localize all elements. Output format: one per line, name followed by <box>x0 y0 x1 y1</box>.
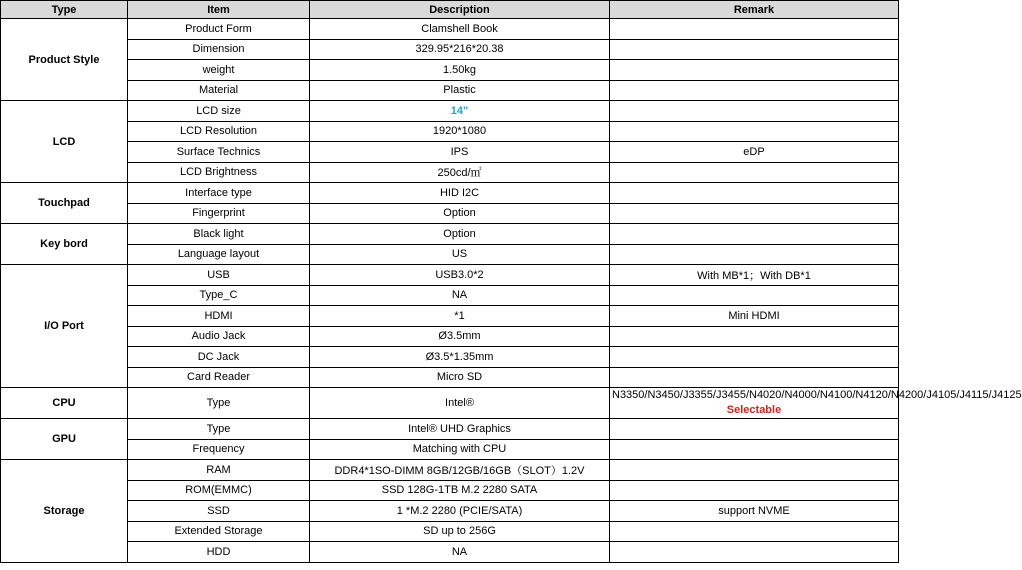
remark-cell: Mini HDMI <box>610 306 899 327</box>
description-cell: Plastic <box>310 80 610 101</box>
category-cell: LCD <box>1 101 128 183</box>
table-row <box>1 460 899 481</box>
item-cell: Type <box>128 388 310 419</box>
table-row <box>1 244 899 265</box>
remark-cell <box>610 367 899 388</box>
table-row <box>1 121 899 142</box>
remark-cell <box>610 521 899 542</box>
remark-cell <box>610 224 899 245</box>
description-cell: IPS <box>310 142 610 163</box>
remark-cell <box>610 285 899 306</box>
table-row <box>1 521 899 542</box>
remark-cell <box>610 39 899 60</box>
table-row <box>1 439 899 460</box>
remark-cell <box>610 347 899 368</box>
remark-cell <box>610 419 899 440</box>
description-cell: Ø3.5*1.35mm <box>310 347 610 368</box>
description-cell: Micro SD <box>310 367 610 388</box>
item-cell: Black light <box>128 224 310 245</box>
item-cell: DC Jack <box>128 347 310 368</box>
remark-cell <box>610 439 899 460</box>
item-cell: HDMI <box>128 306 310 327</box>
description-cell: 1.50kg <box>310 60 610 81</box>
table-row <box>1 224 899 245</box>
remark-cell <box>610 480 899 501</box>
item-cell: Extended Storage <box>128 521 310 542</box>
description-cell: SSD 128G-1TB M.2 2280 SATA <box>310 480 610 501</box>
remark-cell <box>610 203 899 224</box>
table-row <box>1 183 899 204</box>
table-row <box>1 80 899 101</box>
description-cell: *1 <box>310 306 610 327</box>
table-row <box>1 265 899 286</box>
description-cell: Clamshell Book <box>310 19 610 40</box>
remark-cell <box>610 542 899 563</box>
description-cell: 250cd/㎡ <box>310 162 610 183</box>
table-row <box>1 542 899 563</box>
remark-cell <box>610 162 899 183</box>
category-cell: Touchpad <box>1 183 128 224</box>
description-cell: HID I2C <box>310 183 610 204</box>
header-remark: Remark <box>610 1 899 19</box>
item-cell: Type <box>128 419 310 440</box>
item-cell: ROM(EMMC) <box>128 480 310 501</box>
remark-cell <box>610 19 899 40</box>
category-cell: I/O Port <box>1 265 128 388</box>
description-cell: Ø3.5mm <box>310 326 610 347</box>
spec-table-header <box>1 1 899 19</box>
remark-cell <box>610 244 899 265</box>
table-row <box>1 367 899 388</box>
table-row <box>1 419 899 440</box>
description-cell: Option <box>310 224 610 245</box>
table-row <box>1 326 899 347</box>
description-cell: DDR4*1SO-DIMM 8GB/12GB/16GB（SLOT）1.2V <box>310 460 610 481</box>
remark-cell <box>610 121 899 142</box>
cpu-models-text: N3350/N3450/J3355/J3455/N4020/N4000/N4100/N4120/N4200/J4105/J4115/J4125 <box>612 389 1022 401</box>
category-cell: Key bord <box>1 224 128 265</box>
header-item: Item <box>128 1 310 19</box>
remark-cell <box>610 388 1022 419</box>
description-cell: 1920*1080 <box>310 121 610 142</box>
selectable-label: Selectable <box>726 404 782 416</box>
remark-cell <box>610 460 899 481</box>
item-cell: USB <box>128 265 310 286</box>
item-cell: Language layout <box>128 244 310 265</box>
description-cell: Option <box>310 203 610 224</box>
table-row <box>1 162 899 183</box>
header-row <box>1 1 899 19</box>
table-row <box>1 306 899 327</box>
description-cell: US <box>310 244 610 265</box>
description-cell: Intel® UHD Graphics <box>310 419 610 440</box>
item-cell: SSD <box>128 501 310 522</box>
table-row <box>1 39 899 60</box>
category-cell: Product Style <box>1 19 128 101</box>
category-cell: Storage <box>1 460 128 563</box>
item-cell: Material <box>128 80 310 101</box>
table-row <box>1 203 899 224</box>
table-row <box>1 19 899 40</box>
item-cell: Type_C <box>128 285 310 306</box>
description-cell: NA <box>310 542 610 563</box>
table-row <box>1 480 899 501</box>
remark-cell <box>610 101 899 122</box>
header-type: Type <box>1 1 128 19</box>
table-row <box>1 101 899 122</box>
header-description: Description <box>310 1 610 19</box>
description-cell: USB3.0*2 <box>310 265 610 286</box>
lcd-size-value: 14" <box>450 104 469 117</box>
remark-cell: support NVME <box>610 501 899 522</box>
table-row <box>1 60 899 81</box>
remark-cell: With MB*1；With DB*1 <box>610 265 899 286</box>
description-cell: 329.95*216*20.38 <box>310 39 610 60</box>
item-cell: Surface Technics <box>128 142 310 163</box>
table-row <box>1 347 899 368</box>
item-cell: LCD Brightness <box>128 162 310 183</box>
item-cell: Product Form <box>128 19 310 40</box>
remark-cell <box>610 326 899 347</box>
item-cell: Dimension <box>128 39 310 60</box>
description-cell: 1 *M.2 2280 (PCIE/SATA) <box>310 501 610 522</box>
table-row <box>1 285 899 306</box>
description-cell <box>310 101 610 122</box>
item-cell: RAM <box>128 460 310 481</box>
item-cell: Audio Jack <box>128 326 310 347</box>
item-cell: Card Reader <box>128 367 310 388</box>
category-cell: GPU <box>1 419 128 460</box>
remark-cell: eDP <box>610 142 899 163</box>
table-row <box>1 142 899 163</box>
remark-cell <box>610 80 899 101</box>
item-cell: LCD Resolution <box>128 121 310 142</box>
item-cell: Interface type <box>128 183 310 204</box>
remark-cell <box>610 60 899 81</box>
table-row <box>1 388 899 419</box>
description-cell: SD up to 256G <box>310 521 610 542</box>
item-cell: Frequency <box>128 439 310 460</box>
item-cell: Fingerprint <box>128 203 310 224</box>
description-cell: NA <box>310 285 610 306</box>
description-cell: Intel® <box>310 388 610 419</box>
item-cell: HDD <box>128 542 310 563</box>
category-cell: CPU <box>1 388 128 419</box>
spec-table-body <box>1 19 1022 563</box>
item-cell: LCD size <box>128 101 310 122</box>
remark-cell <box>610 183 899 204</box>
table-row <box>1 501 899 522</box>
description-cell: Matching with CPU <box>310 439 610 460</box>
item-cell: weight <box>128 60 310 81</box>
